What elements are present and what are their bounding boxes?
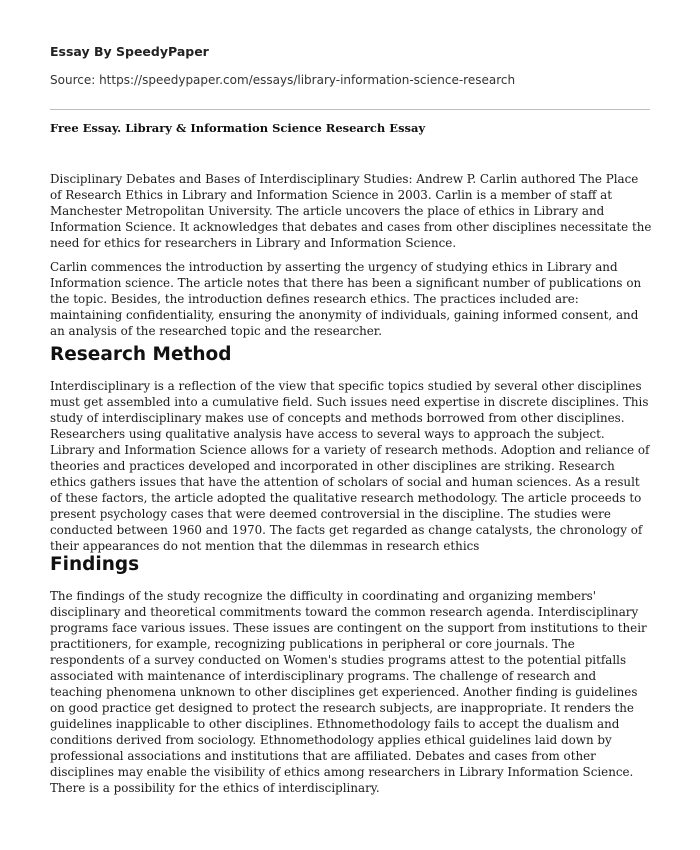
section-paragraph-findings: The findings of the study recognize the difficulty in coordinating and organizing members' disciplinary and theoretical commitments toward the common research agenda. Interdisciplinary programs face various issues. These issues are contingent on the support from institutions to their practitioners, for example, recognizing publications in peripheral or core journals. The respondents of a survey conducted on Women's studies programs attest to the potential pitfalls associated with maintenance of interdisciplinary programs. The challenge of research and teaching phenomena unknown to other disciplines get experienced. Another finding is guidelines on good practice get designed to protect the research subjects, are inappropriate. It renders the guidelines inapplicable to other disciplines. Ethnomethodology fails to accept the dualism and conditions derived from sociology. Ethnomethodology applies ethical guidelines laid down by professional associations and institutions that are affiliated. Debates and cases from other disciplines may enable the visibility of ethics among researchers in Library Information Science. There is a possibility for the ethics of interdisciplinary. xyxy=(50,589,647,795)
header-divider xyxy=(50,109,650,110)
intro-paragraph: Carlin commences the introduction by asserting the urgency of studying ethics in Library and Information science. The article notes that there has been a significant number of publications on the topic. Besides, the introduction defines research ethics. The practices included are: maintaining confidentiality, ensuring the anonymity of individuals, gaining informed consent, and an analysis of the researched topic and the researcher. xyxy=(50,260,642,338)
intro-paragraph: Disciplinary Debates and Bases of Interdisciplinary Studies: Andrew P. Carlin authored The Place of Research Ethics in Library and Information Science in 2003. Carlin is a member of staff at Manchester Metropolitan University. The article uncovers the place of ethics in Library and Information Science. It acknowledges that debates and cases from other disciplines necessitate the need for ethics for researchers in Library and Information Science. xyxy=(50,172,652,250)
source-line: Source: https://speedypaper.com/essays/library-information-science-research xyxy=(50,73,516,87)
section-heading-research-method: Research Method xyxy=(50,344,232,365)
essay-title: Free Essay. Library & Information Science Research Essay xyxy=(50,121,426,135)
brand-header: Essay By SpeedyPaper xyxy=(50,44,209,59)
section-paragraph-research-method: Interdisciplinary is a reflection of the view that specific topics studied by several other disciplines must get assembled into a cumulative field. Such issues need expertise in discrete disciplines. This study of interdisciplinary makes use of concepts and methods borrowed from other disciplines. Researchers using qualitative analysis have access to several ways to approach the subject. Library and Information Science allows for a variety of research methods. Adoption and reliance of theories and practices developed and incorporated in other disciplines are striking. Research ethics gathers issues that have the attention of scholars of social and human sciences. As a result of these factors, the article adopted the qualitative research methodology. The article proceeds to present psychology cases that were deemed controversial in the discipline. The studies were conducted between 1960 and 1970. The facts get regarded as change catalysts, the chronology of their appearances do not mention that the dilemmas in research ethics xyxy=(50,379,650,553)
section-heading-findings: Findings xyxy=(50,554,140,575)
